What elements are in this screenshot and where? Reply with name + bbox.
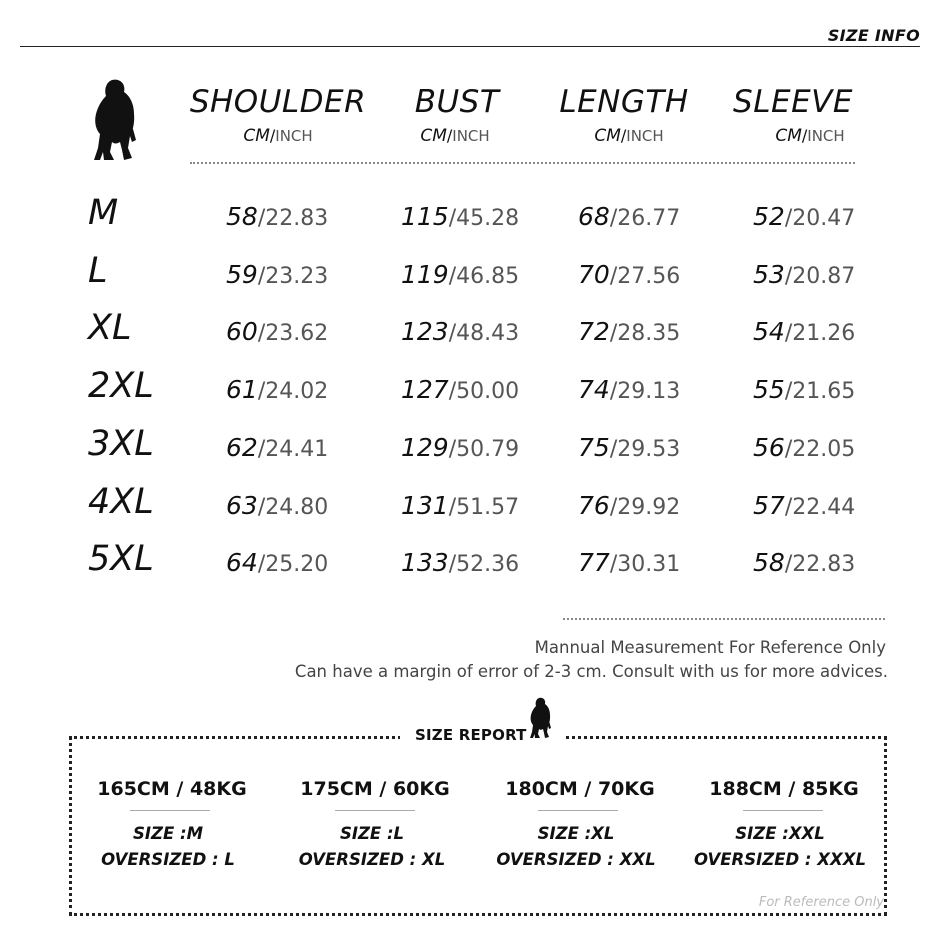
measurement-cm: 127: [401, 375, 449, 404]
measurement-cm: 61: [226, 375, 258, 404]
column-unit-bust: CM/INCH: [420, 126, 490, 146]
measurement-inch: /50.79: [448, 437, 520, 462]
measurement-cell: [578, 375, 680, 404]
measurement-cell: [401, 433, 519, 462]
measurement-cm: 70: [578, 260, 610, 289]
measurement-cm: 57: [753, 491, 785, 520]
measurement-inch: /24.80: [257, 495, 329, 520]
page-title: SIZE INFO: [827, 26, 920, 45]
report-size: SIZE :M: [132, 824, 204, 843]
measurement-inch: /45.28: [448, 206, 520, 231]
column-unit-sleeve: CM/INCH: [775, 126, 845, 146]
measurement-inch: /51.57: [448, 495, 520, 520]
column-header-shoulder: SHOULDER: [189, 84, 367, 120]
report-size: SIZE :XXL: [735, 824, 825, 843]
measurement-cell: [578, 433, 680, 462]
report-oversized: OVERSIZED : XL: [298, 850, 446, 869]
measurement-cm: 75: [578, 433, 610, 462]
measurement-inch: /24.41: [257, 437, 329, 462]
measurement-cell: [753, 317, 855, 346]
size-label: M: [88, 193, 119, 233]
measurement-cell: [226, 260, 328, 289]
measurement-cell: [578, 548, 680, 577]
measurement-inch: /29.13: [609, 379, 681, 404]
size-label: 3XL: [88, 424, 154, 464]
measurement-cell: [578, 317, 680, 346]
measurement-cell: [753, 202, 855, 231]
measurement-inch: /28.35: [609, 321, 681, 346]
measurement-cell: [226, 548, 328, 577]
measurement-inch: /20.87: [784, 264, 856, 289]
measurement-cm: 133: [401, 548, 449, 577]
measurement-cell: [401, 548, 519, 577]
measurement-cell: [578, 202, 680, 231]
report-underline: [538, 810, 618, 811]
report-underline: [743, 810, 823, 811]
report-height-weight: 175CM / 60KG: [300, 778, 450, 800]
measurement-cm: 68: [578, 202, 610, 231]
measurement-cell: [578, 260, 680, 289]
measurement-inch: /27.56: [609, 264, 681, 289]
column-unit-shoulder: CM/INCH: [243, 126, 313, 146]
measurement-cell: [753, 548, 855, 577]
reference-note: For Reference Only: [758, 895, 884, 910]
measurement-inch: /52.36: [448, 552, 520, 577]
measurement-cm: 115: [401, 202, 449, 231]
measurement-inch: /29.92: [609, 495, 681, 520]
report-underline: [130, 810, 210, 811]
measurement-inch: /21.65: [784, 379, 856, 404]
size-report-title: SIZE REPORT: [415, 726, 527, 744]
report-height-weight: 188CM / 85KG: [709, 778, 859, 800]
notes-dotted-divider: [563, 618, 885, 620]
measurement-cm: 56: [753, 433, 785, 462]
header-dotted-divider: [190, 162, 855, 164]
measurement-inch: /22.83: [784, 552, 856, 577]
report-underline: [335, 810, 415, 811]
measurement-cm: 129: [401, 433, 449, 462]
measurement-cell: [578, 491, 680, 520]
measurement-cm: 52: [753, 202, 785, 231]
column-header-sleeve: SLEEVE: [733, 84, 853, 120]
size-label: 4XL: [88, 482, 154, 522]
measurement-inch: /50.00: [448, 379, 520, 404]
measurement-cell: [401, 260, 519, 289]
measurement-cm: 76: [578, 491, 610, 520]
measurement-cell: [226, 433, 328, 462]
measurement-inch: /22.05: [784, 437, 856, 462]
size-label: 5XL: [88, 539, 154, 579]
measurement-cell: [401, 317, 519, 346]
measurement-inch: /23.23: [257, 264, 329, 289]
measurement-inch: /22.83: [257, 206, 329, 231]
measurement-cell: [753, 260, 855, 289]
size-label: XL: [88, 308, 132, 348]
measurement-cell: [753, 375, 855, 404]
measurement-cm: 64: [226, 548, 258, 577]
size-label: 2XL: [88, 366, 154, 406]
measurement-cm: 58: [226, 202, 258, 231]
measurement-cm: 63: [226, 491, 258, 520]
measurement-inch: /24.02: [257, 379, 329, 404]
measurement-cell: [226, 317, 328, 346]
report-oversized: OVERSIZED : XXXL: [694, 850, 866, 869]
measurement-cell: [401, 375, 519, 404]
report-size: SIZE :L: [339, 824, 405, 843]
gorilla-silhouette-small-icon: [528, 694, 552, 742]
measurement-inch: /26.77: [609, 206, 681, 231]
measurement-cell: [226, 375, 328, 404]
measurement-inch: /48.43: [448, 321, 520, 346]
measurement-cm: 59: [226, 260, 258, 289]
column-unit-length: CM/INCH: [594, 126, 664, 146]
report-oversized: OVERSIZED : XXL: [496, 850, 656, 869]
report-height-weight: 165CM / 48KG: [97, 778, 247, 800]
measurement-note: Mannual Measurement For Reference Only: [534, 638, 886, 657]
measurement-inch: /25.20: [257, 552, 329, 577]
measurement-cm: 77: [578, 548, 610, 577]
column-header-length: LENGTH: [559, 84, 689, 120]
measurement-cm: 55: [753, 375, 785, 404]
report-height-weight: 180CM / 70KG: [505, 778, 655, 800]
measurement-inch: /21.26: [784, 321, 856, 346]
measurement-inch: /29.53: [609, 437, 681, 462]
header-divider: [20, 46, 920, 47]
measurement-inch: /30.31: [609, 552, 681, 577]
gorilla-silhouette-icon: [90, 78, 138, 162]
measurement-cm: 54: [753, 317, 785, 346]
measurement-cell: [753, 491, 855, 520]
measurement-cm: 131: [401, 491, 449, 520]
measurement-inch: /20.47: [784, 206, 856, 231]
column-header-bust: BUST: [414, 84, 500, 120]
measurement-cell: [226, 491, 328, 520]
measurement-cm: 60: [226, 317, 258, 346]
measurement-inch: /22.44: [784, 495, 856, 520]
measurement-cell: [753, 433, 855, 462]
measurement-cell: [226, 202, 328, 231]
margin-note: Can have a margin of error of 2-3 cm. Consult with us for more advices.: [294, 662, 888, 681]
measurement-cm: 62: [226, 433, 258, 462]
size-label: L: [88, 251, 108, 291]
measurement-cm: 72: [578, 317, 610, 346]
report-size: SIZE :XL: [537, 824, 615, 843]
measurement-cell: [401, 491, 519, 520]
measurement-cm: 123: [401, 317, 449, 346]
measurement-cm: 119: [401, 260, 449, 289]
measurement-cell: [401, 202, 519, 231]
report-oversized: OVERSIZED : L: [101, 850, 235, 869]
measurement-cm: 74: [578, 375, 610, 404]
measurement-cm: 58: [753, 548, 785, 577]
measurement-cm: 53: [753, 260, 785, 289]
measurement-inch: /23.62: [257, 321, 329, 346]
measurement-inch: /46.85: [448, 264, 520, 289]
